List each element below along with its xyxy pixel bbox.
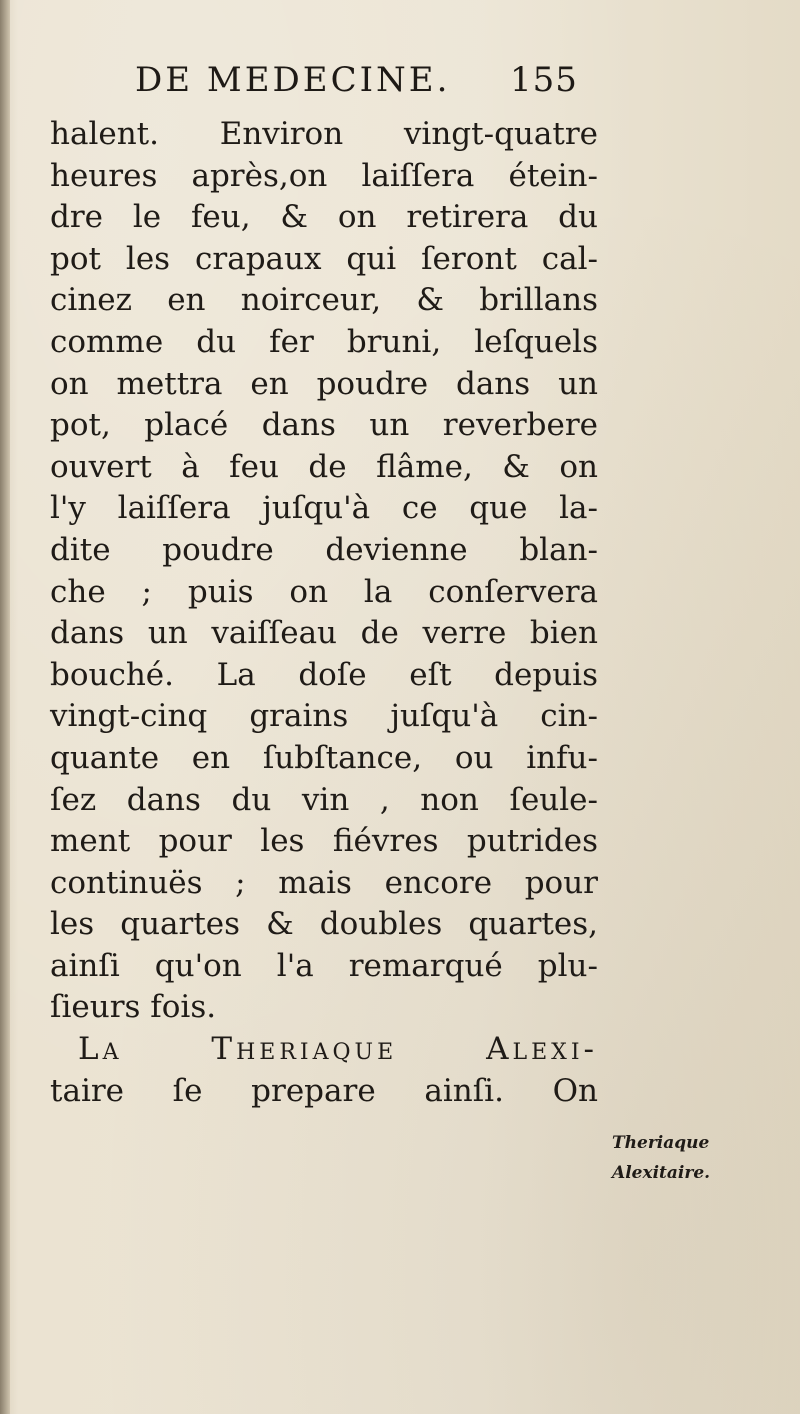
text-line: ouvert à feu de flâme, & on (50, 448, 598, 485)
text-line: comme du fer bruni, leſquels (50, 323, 598, 360)
margin-note-line: Theriaque (612, 1133, 710, 1153)
text-line: dre le feu, & on retirera du (50, 199, 598, 236)
text-line: l'y laiſſera juſqu'à ce que la- (50, 490, 598, 527)
text-line: on mettra en poudre dans un (50, 365, 598, 402)
text-line: heures après,on laiſſera étein- (50, 157, 598, 194)
text-line: dans un vaiſſeau de verre bien (50, 615, 598, 652)
text-line: continuës ; mais encore pour (50, 864, 598, 901)
text-line: che ; puis on la conſervera (50, 573, 598, 610)
text-line: taire ſe prepare ainſi. On (50, 1072, 598, 1109)
text-line: ſieurs fois. (50, 989, 217, 1026)
text-line: quante en ſubſtance, ou infu- (50, 739, 598, 776)
text-line: les quartes & doubles quartes, (50, 906, 598, 943)
text-line: bouché. La doſe eſt depuis (50, 656, 598, 693)
text-line: pot, placé dans un reverbere (50, 407, 598, 444)
running-title: DE MEDECINE. (135, 60, 451, 100)
section-heading-line: La Theriaque Alexi- (78, 1031, 598, 1068)
text-line: dite poudre devienne blan- (50, 531, 598, 568)
text-line: ment pour les fiévres putrides (50, 823, 598, 860)
page-number: 155 (510, 60, 578, 100)
page-header (135, 60, 578, 100)
text-line: vingt-cinq grains juſqu'à cin- (50, 698, 598, 735)
body-text (50, 114, 598, 1112)
text-line: halent. Environ vingt-quatre (50, 116, 598, 152)
margin-note-line: Alexitaire. (612, 1163, 711, 1183)
text-line: pot les crapaux qui ſeront cal- (50, 240, 598, 277)
text-line: ſez dans du vin , non ſeule- (50, 781, 598, 818)
margin-note (612, 1128, 792, 1188)
text-line: cinez en noirceur, & brillans (50, 282, 598, 319)
text-line: ainſi qu'on l'a remarqué plu- (50, 947, 598, 984)
page-edge-shadow (0, 0, 10, 1414)
